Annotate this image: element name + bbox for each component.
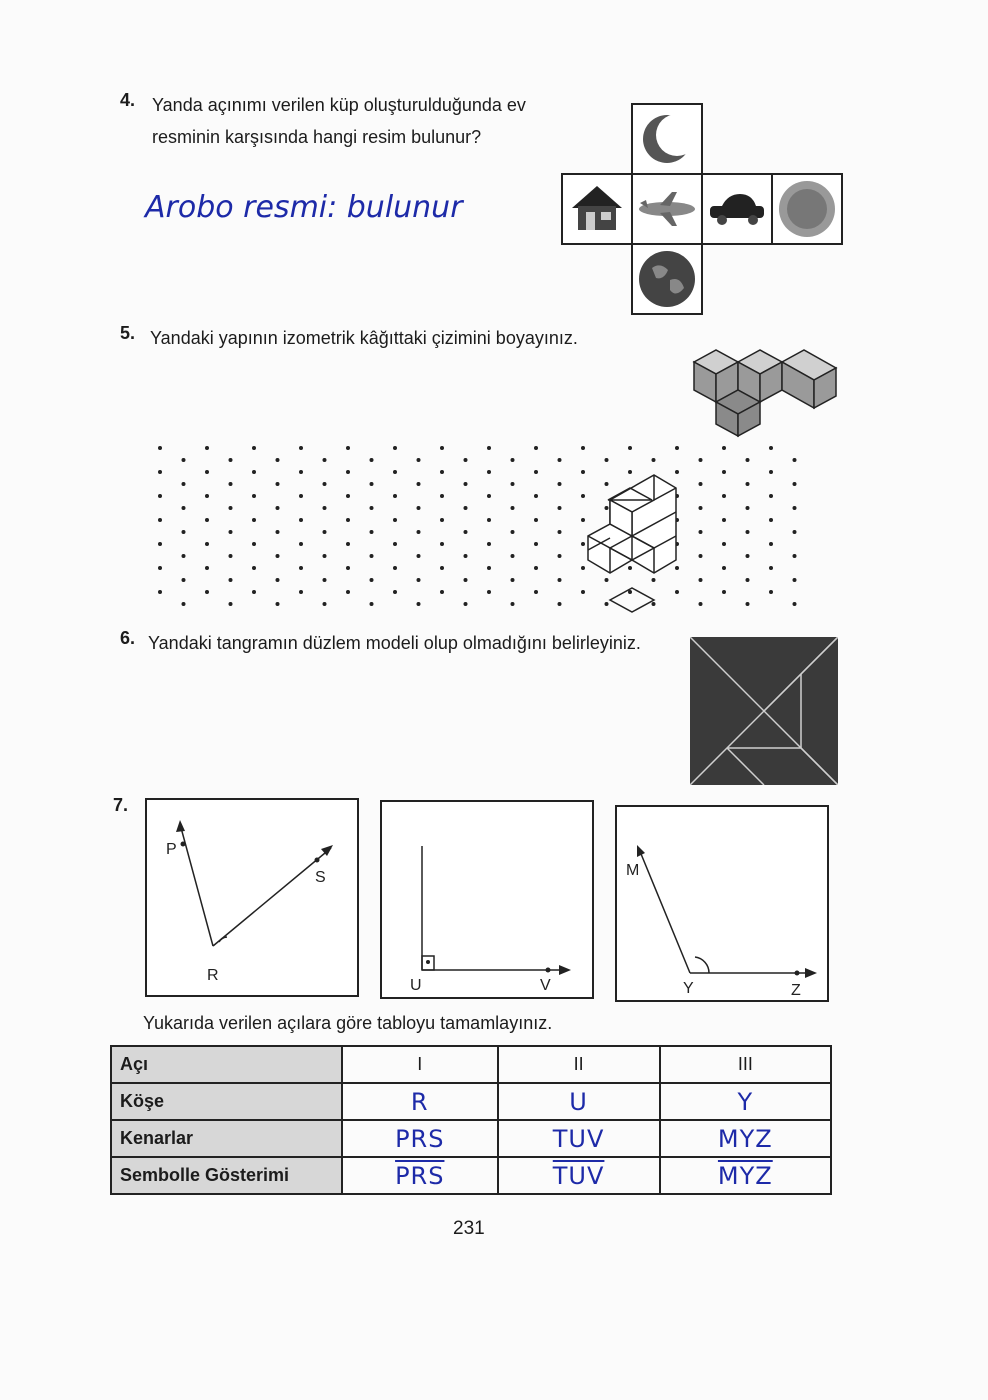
grid-dot [675,470,679,474]
grid-dot [487,494,491,498]
label-S: S [315,869,326,886]
grid-dot [440,566,444,570]
angle-II-figure [380,800,595,1000]
grid-dot [699,578,703,582]
sun-icon [779,181,835,237]
answer-cell: TUV [498,1120,660,1157]
grid-dot [746,578,750,582]
grid-dot [581,446,585,450]
grid-dot [558,530,562,534]
grid-dot [182,602,186,606]
answer-cell: $\overline{TUV}$ [498,1157,660,1194]
grid-dot [370,578,374,582]
grid-dot [276,602,280,606]
grid-dot [581,518,585,522]
grid-dot [182,506,186,510]
grid-dot [205,446,209,450]
grid-dot [323,530,327,534]
grid-dot [417,530,421,534]
grid-dot [276,458,280,462]
grid-dot [769,590,773,594]
grid-dot [628,566,632,570]
grid-dot [370,554,374,558]
grid-dot [205,494,209,498]
grid-dot [323,578,327,582]
table-row [111,1120,831,1157]
grid-dot [299,494,303,498]
answer-cell: $\overline{MYZ}$ [660,1157,831,1194]
grid-dot [370,530,374,534]
grid-dot [511,458,515,462]
grid-dot [722,494,726,498]
grid-dot [158,590,162,594]
grid-dot [652,578,656,582]
label-P: P [166,841,177,858]
grid-dot [675,566,679,570]
grid-dot [487,542,491,546]
grid-dot [487,590,491,594]
grid-dot [276,506,280,510]
grid-dot [511,482,515,486]
grid-dot [158,446,162,450]
grid-dot [628,446,632,450]
grid-dot [370,482,374,486]
tangram-figure [690,637,838,785]
answer-cell: $\overline{PRS}$ [342,1157,498,1194]
isometric-dot-paper [150,440,810,615]
grid-dot [534,566,538,570]
grid-dot [299,542,303,546]
grid-dot [229,482,233,486]
grid-dot [793,458,797,462]
q4-number: 4. [120,90,136,110]
col-header-2: II [498,1046,660,1083]
grid-dot [581,470,585,474]
grid-dot [252,566,256,570]
grid-dot [464,482,468,486]
grid-dot [722,590,726,594]
grid-dot [511,578,515,582]
grid-dot [487,446,491,450]
angle-III-figure [615,805,830,1005]
grid-dot [699,530,703,534]
label-R: R [207,967,219,984]
grid-dot [205,542,209,546]
grid-dot [299,518,303,522]
grid-dot [464,530,468,534]
table-row [111,1046,831,1083]
label-U: U [410,977,422,994]
grid-dot [769,518,773,522]
grid-dot [229,602,233,606]
grid-dot [440,590,444,594]
grid-dot [252,542,256,546]
grid-dot [440,542,444,546]
row-label: Açı [111,1046,342,1083]
grid-dot [534,446,538,450]
grid-dot [558,602,562,606]
q4-text-line2: resminin karşısında hangi resim bulunur? [152,127,482,147]
page-number: 231 [453,1218,485,1239]
grid-dot [511,530,515,534]
grid-dot [464,506,468,510]
grid-dot [440,446,444,450]
grid-dot [417,458,421,462]
grid-dot [346,494,350,498]
grid-dot [229,530,233,534]
grid-dot [205,566,209,570]
q4-text-line1: Yanda açınımı verilen küp oluşturulduğunda ev [152,95,526,115]
grid-dot [182,554,186,558]
grid-dot [182,482,186,486]
grid-dot [511,554,515,558]
grid-dot [699,458,703,462]
grid-dot [158,542,162,546]
grid-dot [393,590,397,594]
grid-dot [605,506,609,510]
grid-dot [769,446,773,450]
grid-dot [722,518,726,522]
grid-dot [229,554,233,558]
grid-dot [581,590,585,594]
label-M: M [626,862,640,879]
row-label: Sembolle Gösterimi [111,1157,342,1194]
grid-dot [722,446,726,450]
grid-dot [299,566,303,570]
grid-dot [722,542,726,546]
grid-dot [464,578,468,582]
grid-dot [534,542,538,546]
answer-cell: U [498,1083,660,1120]
col-header-1: I [342,1046,498,1083]
grid-dot [417,506,421,510]
grid-dot [323,482,327,486]
grid-dot [323,506,327,510]
grid-dot [393,518,397,522]
grid-dot [346,470,350,474]
grid-dot [417,482,421,486]
grid-dot [182,458,186,462]
grid-dot [581,566,585,570]
label-Y: Y [683,980,694,997]
q6-number: 6. [120,628,136,648]
q5-text: Yandaki yapının izometrik kâğıttaki çizimini boyayınız. [150,328,578,348]
grid-dot [393,494,397,498]
grid-dot [487,518,491,522]
grid-dot [746,554,750,558]
grid-dot [323,554,327,558]
grid-dot [746,482,750,486]
grid-dot [299,470,303,474]
cube-structure-figure [690,340,840,440]
grid-dot [158,470,162,474]
grid-dot [229,578,233,582]
earth-icon [639,251,695,307]
grid-dot [229,506,233,510]
grid-dot [487,566,491,570]
grid-dot [158,494,162,498]
col-header-3: III [660,1046,831,1083]
table-row [111,1157,831,1194]
grid-dot [769,566,773,570]
grid-dot [182,530,186,534]
grid-dot [252,590,256,594]
grid-dot [182,578,186,582]
grid-dot [605,482,609,486]
grid-dot [464,458,468,462]
grid-dot [558,482,562,486]
grid-dot [276,578,280,582]
grid-dot [440,494,444,498]
angles-table [110,1045,832,1195]
grid-dot [440,470,444,474]
grid-dot [746,602,750,606]
grid-dot [229,458,233,462]
q5-number: 5. [120,323,136,343]
grid-dot [534,470,538,474]
grid-dot [699,482,703,486]
grid-dot [252,446,256,450]
grid-dot [534,590,538,594]
grid-dot [793,578,797,582]
grid-dot [276,482,280,486]
isometric-drawing [588,475,676,612]
grid-dot [722,566,726,570]
label-Z: Z [791,982,801,999]
grid-dot [722,470,726,474]
grid-dot [158,518,162,522]
angle-I-figure [145,798,360,998]
grid-dot [440,518,444,522]
table-row [111,1083,831,1120]
grid-dot [581,494,585,498]
answer-cell: PRS [342,1120,498,1157]
grid-dot [346,446,350,450]
grid-dot [652,458,656,462]
grid-dot [393,566,397,570]
q7-number: 7. [113,795,129,815]
cube-net [560,102,844,316]
grid-dot [346,566,350,570]
grid-dot [346,518,350,522]
grid-dot [464,602,468,606]
label-V: V [540,977,551,994]
grid-dot [746,458,750,462]
grid-dot [370,602,374,606]
grid-dot [793,554,797,558]
q6-text: Yandaki tangramın düzlem modeli olup olmadığını belirleyiniz. [148,633,641,653]
grid-dot [252,470,256,474]
grid-dot [699,602,703,606]
grid-dot [769,542,773,546]
grid-dot [605,458,609,462]
grid-dot [205,470,209,474]
grid-dot [323,602,327,606]
grid-dot [746,506,750,510]
grid-dot [346,590,350,594]
grid-dot [158,566,162,570]
grid-dot [370,458,374,462]
grid-dot [605,602,609,606]
grid-dot [205,590,209,594]
grid-dot [558,458,562,462]
grid-dot [393,470,397,474]
answer-cell: MYZ [660,1120,831,1157]
grid-dot [793,602,797,606]
grid-dot [511,602,515,606]
grid-dot [581,542,585,546]
grid-dot [276,530,280,534]
answer-cell: R [342,1083,498,1120]
grid-dot [534,494,538,498]
q4-handwritten-answer: Arobo resmi: bulunur [145,190,463,225]
grid-dot [299,590,303,594]
grid-dot [323,458,327,462]
grid-dot [417,602,421,606]
grid-dot [699,506,703,510]
grid-dot [534,518,538,522]
grid-dot [746,530,750,534]
grid-dot [511,506,515,510]
grid-dot [769,470,773,474]
grid-dot [628,470,632,474]
grid-dot [652,602,656,606]
grid-dot [793,482,797,486]
grid-dot [675,590,679,594]
q7-instruction: Yukarıda verilen açılara göre tabloyu tamamlayınız. [143,1013,553,1033]
grid-dot [793,506,797,510]
grid-dot [393,446,397,450]
grid-dot [417,554,421,558]
grid-dot [370,506,374,510]
grid-dot [793,530,797,534]
grid-dot [487,470,491,474]
grid-dot [299,446,303,450]
grid-dot [605,578,609,582]
grid-dot [558,554,562,558]
grid-dot [276,554,280,558]
grid-dot [675,446,679,450]
grid-dot [252,494,256,498]
grid-dot [769,494,773,498]
grid-dot [252,518,256,522]
grid-dot [699,554,703,558]
grid-dot [558,506,562,510]
answer-cell: Y [660,1083,831,1120]
grid-dot [417,578,421,582]
grid-dot [558,578,562,582]
grid-dot [205,518,209,522]
grid-dot [346,542,350,546]
grid-dot [393,542,397,546]
row-label: Köşe [111,1083,342,1120]
row-label: Kenarlar [111,1120,342,1157]
grid-dot [464,554,468,558]
